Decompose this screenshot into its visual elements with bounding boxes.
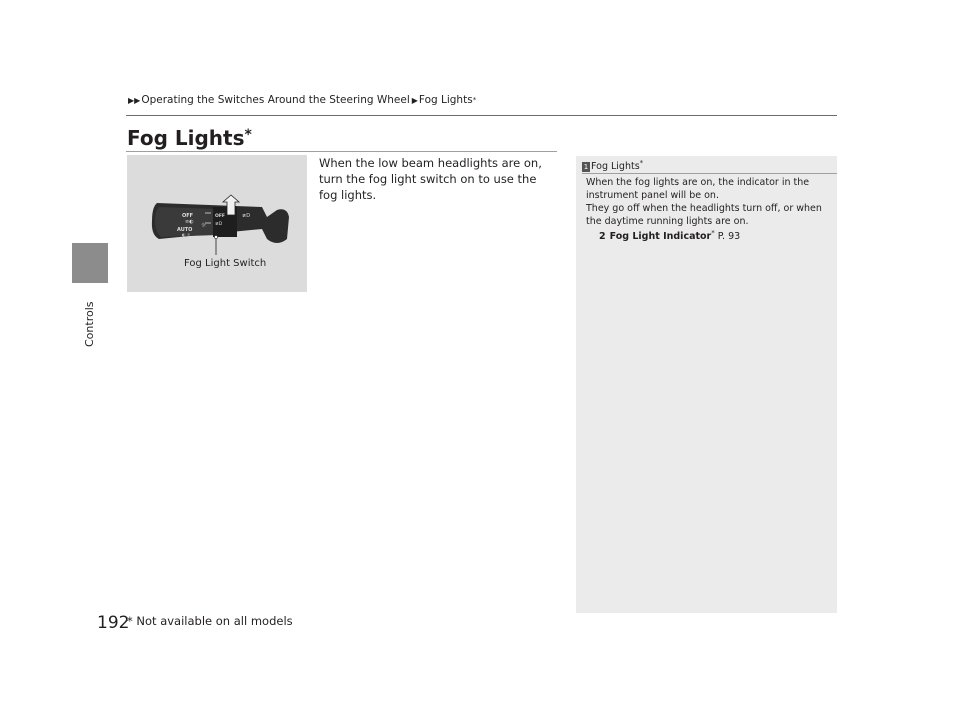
note-line: They go off when the headlights turn off, or when (586, 203, 822, 214)
side-tab-label: Controls (83, 301, 96, 347)
section-title (127, 126, 252, 150)
breadcrumb (128, 94, 476, 106)
section-body: When the low beam headlights are on, turn the fog light switch on to use the fog lights. (319, 156, 542, 202)
arrow-icon: ▶ (411, 95, 418, 105)
reference-title[interactable]: Fog Light Indicator (609, 231, 712, 243)
note-title-mark: * (639, 159, 644, 167)
section-title-mark: * (244, 127, 252, 143)
svg-text:◐ ☼: ◐ ☼ (182, 232, 191, 237)
note-badge: 1 (583, 162, 589, 171)
footnote: * Not available on all models (127, 614, 293, 628)
svg-text:≢D: ≢D (215, 222, 223, 227)
section-title-text: Fog Lights (127, 126, 245, 150)
stalk-label-off: OFF (182, 213, 194, 219)
section-side-tab (72, 243, 108, 283)
note-body (586, 176, 831, 228)
reference-page[interactable]: P. 93 (717, 231, 741, 243)
header-rule (126, 115, 837, 116)
note-header (582, 159, 643, 172)
note-panel (576, 156, 837, 613)
svg-text:≢D: ≢D (242, 213, 251, 219)
fog-light-switch-figure (127, 155, 307, 292)
double-arrow-icon: ▶▶ (128, 95, 141, 105)
note-line: the daytime running lights are on. (586, 216, 749, 227)
note-reference-link[interactable] (599, 229, 740, 242)
svg-text:≡◐: ≡◐ (185, 219, 194, 225)
note-rule (582, 173, 837, 174)
breadcrumb-part-1[interactable]: Operating the Switches Around the Steering Wheel (141, 94, 410, 106)
stalk-illustration (127, 155, 307, 292)
breadcrumb-mark: * (472, 96, 477, 104)
page-number: 192 (97, 613, 130, 633)
stalk-label-auto: AUTO (177, 227, 193, 233)
note-line: instrument panel will be on. (586, 190, 719, 201)
note-title: Fog Lights (591, 161, 640, 173)
figure-caption: Fog Light Switch (184, 258, 267, 269)
note-line: When the fog lights are on, the indicator in the (586, 177, 810, 188)
stalk-label-fog-off: OFF (215, 214, 225, 219)
reference-mark: * (711, 229, 715, 237)
title-rule (126, 151, 557, 152)
reference-arrow-icon: 2 (599, 231, 606, 243)
svg-text:☼: ☼ (201, 222, 207, 229)
breadcrumb-part-2[interactable]: Fog Lights (418, 94, 473, 106)
